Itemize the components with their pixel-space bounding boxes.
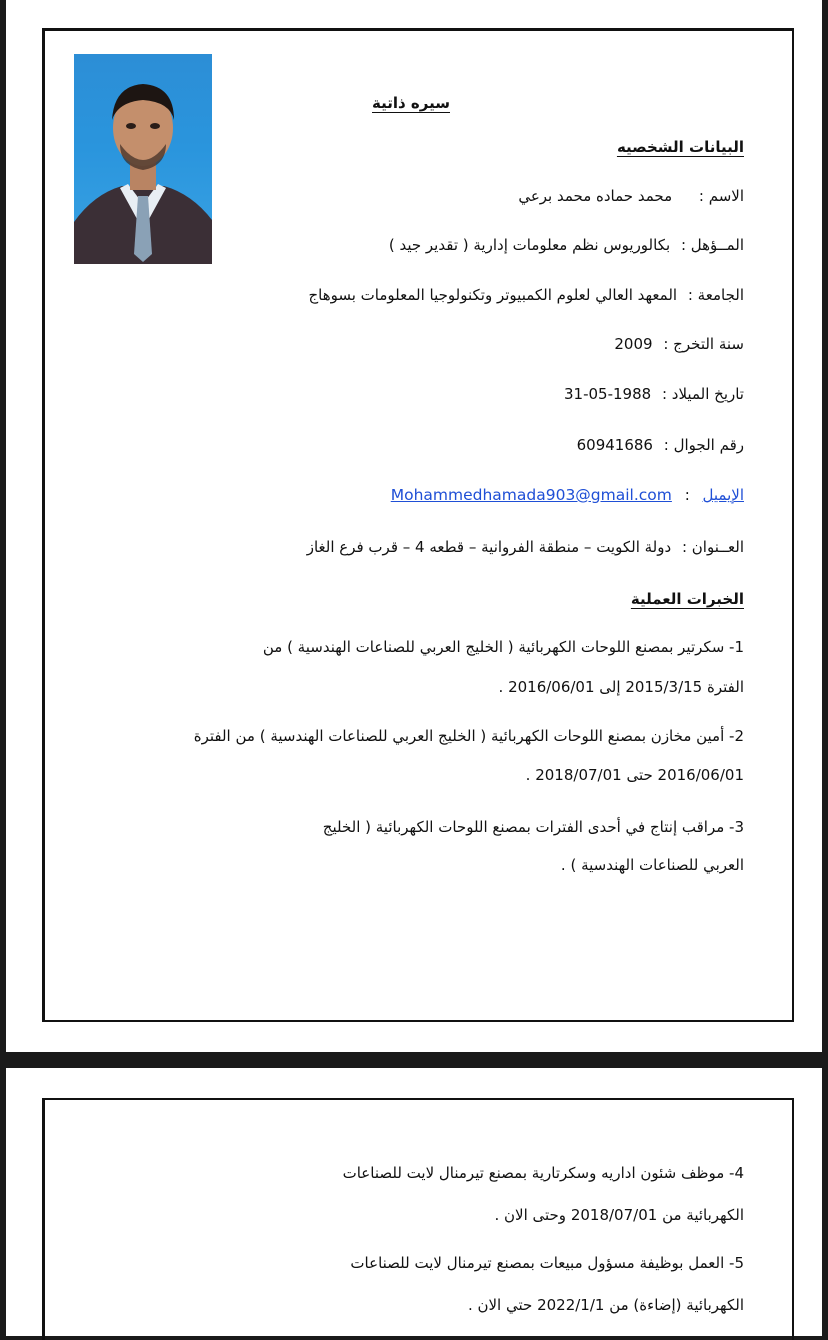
birth-date-label: تاريخ الميلاد : xyxy=(661,385,744,403)
birth-date-value: 31-05-1988 xyxy=(564,385,652,403)
profile-photo xyxy=(74,54,212,264)
cv-title: سيره ذاتية xyxy=(372,94,450,112)
mobile-row xyxy=(577,436,744,454)
email-separator: : xyxy=(684,486,690,504)
university-label: الجامعة : xyxy=(687,286,744,304)
qualification-row xyxy=(389,236,744,254)
address-value: دولة الكويت – منطقة الفروانية – قطعه 4 – قرب فرع الغاز xyxy=(306,538,672,556)
graduation-value: 2009 xyxy=(614,335,653,353)
experience-item-1-line-1: 1- سكرتير بمصنع اللوحات الكهربائية ( الخليج العربي للصناعات الهندسية ) من xyxy=(262,638,744,656)
qualification-value: بكالوريوس نظم معلومات إدارية ( تقدير جيد ) xyxy=(388,236,671,254)
experience-item-2-line-2: 2016/06/01 حتى 2018/07/01 . xyxy=(525,766,744,784)
graduation-label: سنة التخرج : xyxy=(663,335,744,353)
name-label: الاسم : xyxy=(698,187,744,205)
personal-data-heading: البيانات الشخصيه xyxy=(616,138,744,156)
address-label: العــنوان : xyxy=(681,538,744,556)
experience-item-3-line-1: 3- مراقب إنتاج في أحدى الفترات بمصنع اللوحات الكهربائية ( الخليج xyxy=(322,818,744,836)
graduation-row xyxy=(614,335,744,353)
experience-item-4-line-2: الكهربائية من 2018/07/01 وحتى الان . xyxy=(494,1206,744,1224)
name-value: محمد حماده محمد برعي xyxy=(518,187,673,205)
experience-item-4-line-1: 4- موظف شئون اداريه وسكرتارية بمصنع تيرمنال لايت للصناعات xyxy=(342,1164,744,1182)
experience-item-1-line-2: الفترة 2015/3/15 إلى 2016/06/01 . xyxy=(498,678,744,696)
university-row xyxy=(308,286,744,304)
experience-item-5-line-2: الكهربائية (إضاءة) من 2022/1/1 حتي الان . xyxy=(467,1296,744,1314)
address-row xyxy=(307,538,744,556)
experience-item-5-line-1: 5- العمل بوظيفة مسؤول مبيعات بمصنع تيرمنال لايت للصناعات xyxy=(350,1254,744,1272)
mobile-value: 60941686 xyxy=(576,436,653,454)
mobile-label: رقم الجوال : xyxy=(663,436,744,454)
university-value: المعهد العالي لعلوم الكمبيوتر وتكنولوجيا المعلومات بسوهاج xyxy=(308,286,678,304)
cv-page-2 xyxy=(6,1068,822,1336)
birth-date-row xyxy=(564,385,744,403)
cv-page-1 xyxy=(6,0,822,1052)
experience-item-3-line-2: العربي للصناعات الهندسية ) . xyxy=(560,856,744,874)
name-row xyxy=(518,187,744,205)
email-label: الإيميل xyxy=(702,486,744,504)
experience-heading: الخبرات العملية xyxy=(630,590,744,608)
email-row xyxy=(391,486,744,504)
experience-item-2-line-1: 2- أمين مخازن بمصنع اللوحات الكهربائية ( الخليج العربي للصناعات الهندسية ) من الفترة xyxy=(193,727,744,745)
email-link[interactable]: Mohammedhamada903@gmail.com xyxy=(390,486,672,504)
qualification-label: المــؤهل : xyxy=(680,236,744,254)
